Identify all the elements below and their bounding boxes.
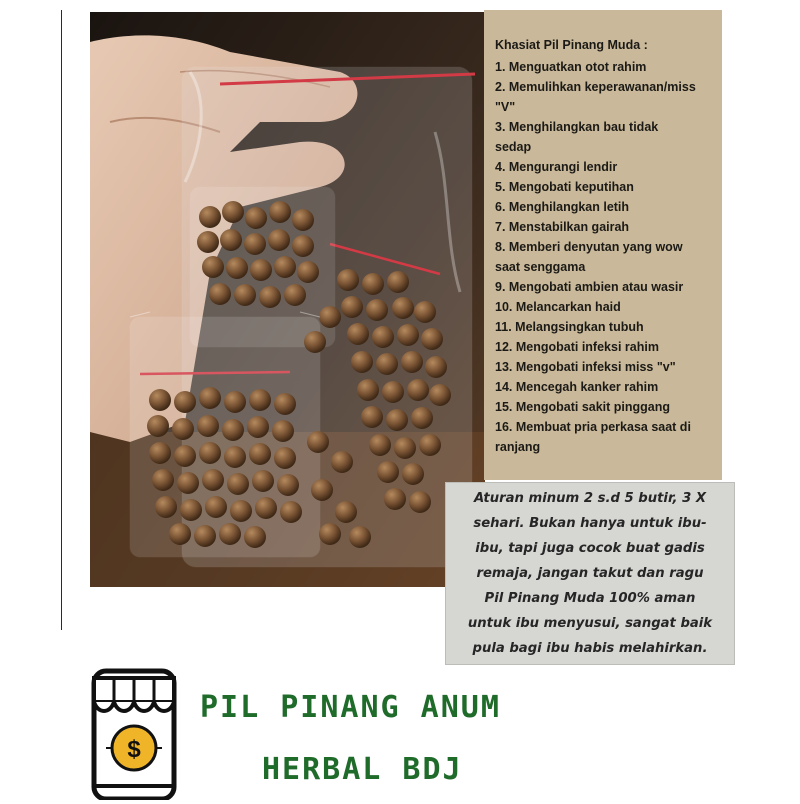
benefit-item-text: 16. Membuat pria perkasa saat di [495, 420, 691, 434]
benefit-item [495, 197, 722, 217]
dosage-line: sehari. Bukan hanya untuk ibu- [473, 516, 707, 531]
benefit-item [495, 337, 722, 357]
benefit-item [495, 417, 722, 457]
product-photo-art [90, 12, 485, 587]
benefit-item-text: ranjang [495, 440, 541, 454]
dosage-line: Aturan minum 2 s.d 5 butir, 3 X [473, 491, 707, 506]
dosage-line: remaja, jangan takut dan ragu [476, 566, 704, 581]
brand-name: PIL PINANG ANUM [200, 690, 501, 725]
benefit-item-text: 4. Mengurangi lendir [495, 160, 618, 174]
benefit-item [495, 157, 722, 177]
benefit-item-text: saat senggama [495, 260, 586, 274]
mobile-shop-icon [88, 668, 180, 800]
benefit-item-text: 6. Menghilangkan letih [495, 200, 630, 214]
dosage-line: pula bagi ibu habis melahirkan. [472, 641, 708, 656]
benefit-item [495, 57, 722, 77]
benefit-item-text: 8. Memberi denyutan yang wow [495, 240, 683, 254]
benefit-item-text: 12. Mengobati infeksi rahim [495, 340, 659, 354]
benefit-item-text: 9. Mengobati ambien atau wasir [495, 280, 684, 294]
product-photo [90, 12, 485, 587]
benefit-item [495, 177, 722, 197]
benefit-item-text: 10. Melancarkan haid [495, 300, 621, 314]
benefit-item-text: 15. Mengobati sakit pinggang [495, 400, 671, 414]
benefits-panel [484, 10, 722, 480]
benefit-item-text: 2. Memulihkan keperawanan/miss [495, 80, 696, 94]
dosage-line: untuk ibu menyusui, sangat baik [467, 616, 713, 631]
dosage-text [468, 486, 712, 661]
benefit-item [495, 357, 722, 377]
benefit-item [495, 317, 722, 337]
benefit-item [495, 377, 722, 397]
dollar-symbol: $ [127, 736, 141, 763]
benefit-item-text: sedap [495, 140, 532, 154]
benefit-item-text: 7. Menstabilkan gairah [495, 220, 630, 234]
benefits-title: Khasiat Pil Pinang Muda : [495, 38, 648, 52]
benefit-item [495, 217, 722, 237]
benefit-item-text: 11. Melangsingkan tubuh [495, 320, 644, 334]
benefit-item-text: "V" [495, 100, 516, 114]
benefit-item-text: 1. Menguatkan otot rahim [495, 60, 647, 74]
benefit-item-text: 13. Mengobati infeksi miss "v" [495, 360, 676, 374]
benefit-item [495, 277, 722, 297]
benefit-item [495, 77, 722, 117]
benefits-list [495, 57, 722, 457]
benefit-item [495, 297, 722, 317]
dosage-line: ibu, tapi juga cocok buat gadis [475, 541, 705, 556]
dosage-panel [445, 482, 735, 665]
benefit-item [495, 117, 722, 157]
benefit-item-text: 5. Mengobati keputihan [495, 180, 634, 194]
dosage-line: Pil Pinang Muda 100% aman [484, 591, 696, 606]
brand-subtitle: HERBAL BDJ [262, 752, 463, 787]
benefit-item-text: 3. Menghilangkan bau tidak [495, 120, 659, 134]
benefit-item-text: 14. Mencegah kanker rahim [495, 380, 659, 394]
divider-line [61, 10, 62, 630]
benefit-item [495, 237, 722, 277]
benefit-item [495, 397, 722, 417]
